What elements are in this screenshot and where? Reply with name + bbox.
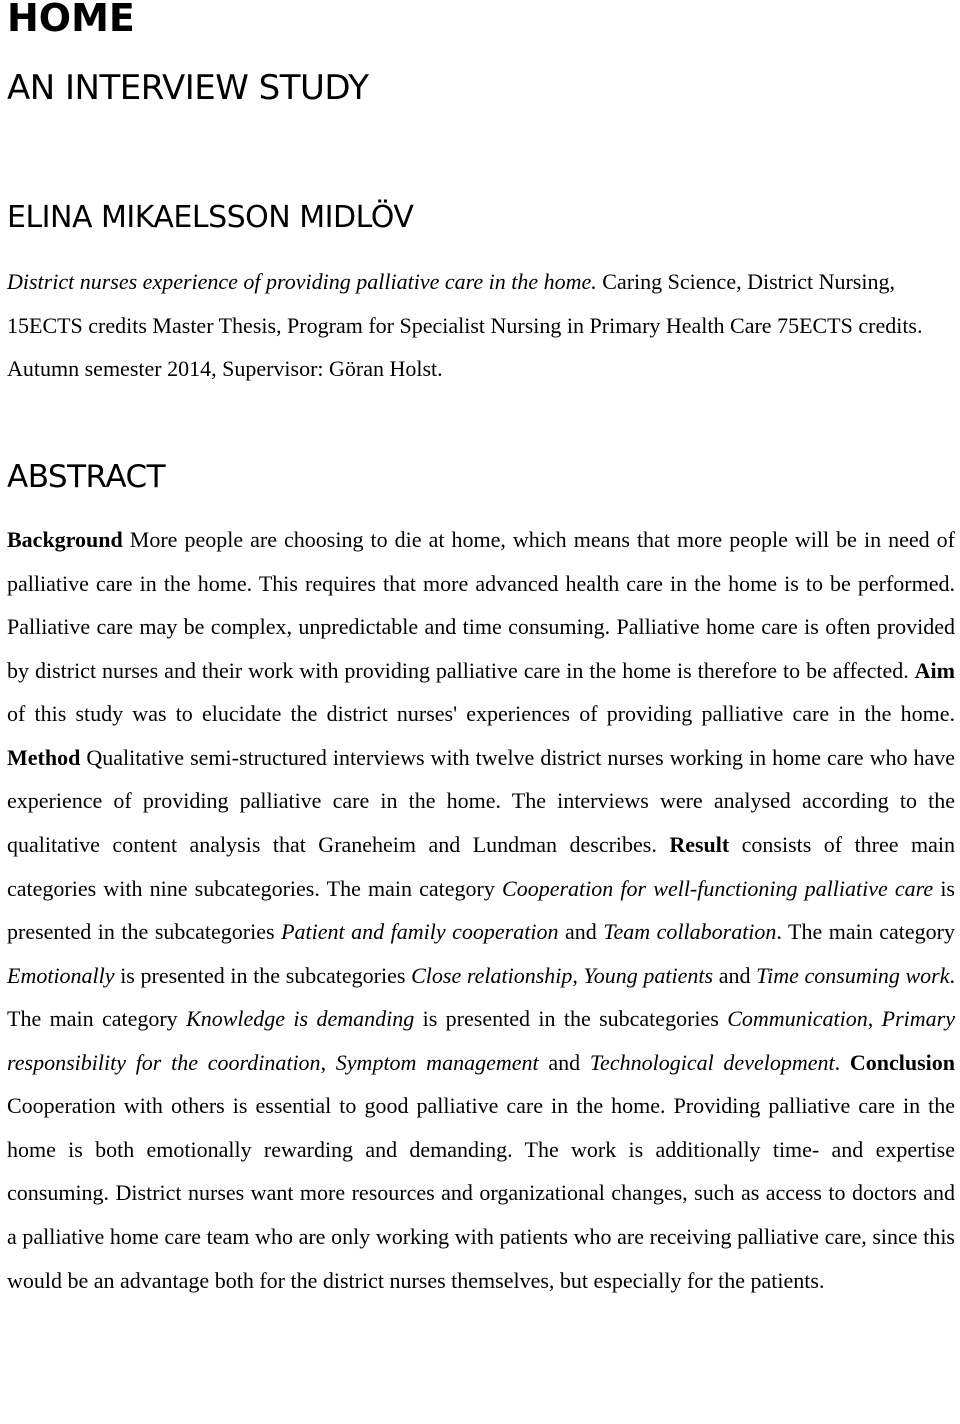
connector-text: and bbox=[713, 962, 757, 988]
author-name: ELINA MIKAELSSON MIDLÖV bbox=[7, 200, 414, 235]
result-text: consists of three main categories with nine subcategories. The main category bbox=[7, 831, 955, 901]
subcategory-team: Team collaboration bbox=[603, 919, 777, 945]
method-label: Method bbox=[7, 744, 81, 770]
result-text: . The main category bbox=[776, 919, 956, 945]
subcategory-communication: Communication bbox=[727, 1006, 868, 1032]
thesis-info bbox=[7, 260, 955, 391]
connector-text: , bbox=[572, 962, 584, 988]
subcategory-young-patients: Young patients bbox=[583, 962, 714, 988]
connector-text: and bbox=[558, 919, 604, 945]
background-text: More people are choosing to die at home, which means that more people will be in need of palliative care in the home. This requires that more advanced health care in the home is to be performed. Palliative care may be complex, unpredictable and time consuming. Palliative home care is often provided by district nurses and their work with providing palliative care in the home is therefore to be affected. bbox=[7, 527, 955, 683]
connector-text: . bbox=[834, 1049, 850, 1075]
aim-text: of this study was to elucidate the district nurses' experiences of providing palliative care in the home. bbox=[7, 701, 955, 727]
document-subtitle: AN INTERVIEW STUDY bbox=[7, 68, 369, 108]
thesis-details: Caring Science, District Nursing, 15ECTS credits Master Thesis, Program for Specialist Nursing in Primary Health Care 75ECTS credits. Autumn semester 2014, Supervisor: Göran Holst. bbox=[7, 269, 923, 381]
background-label: Background bbox=[7, 527, 123, 552]
result-text: . The main category bbox=[7, 962, 955, 1032]
thesis-title: District nurses experience of providing palliative care in the home. bbox=[7, 269, 597, 294]
connector-text: , bbox=[867, 1006, 882, 1032]
category-emotionally: Emotionally bbox=[7, 962, 115, 988]
connector-text: , bbox=[320, 1049, 336, 1075]
subcategory-time-consuming: Time consuming work bbox=[756, 962, 950, 988]
result-text: is presented in the subcategories bbox=[414, 1006, 728, 1032]
method-text: Qualitative semi-structured interviews with twelve district nurses working in home care who have experience of providing palliative care in the home. The interviews were analysed according to the qualitative content analysis that Graneheim and Lundman describes. bbox=[7, 744, 955, 857]
subcategory-close-relationship: Close relationship bbox=[411, 962, 573, 988]
subcategory-patient-family: Patient and family cooperation bbox=[281, 919, 559, 945]
subcategory-symptom-management: Symptom management bbox=[335, 1049, 539, 1075]
category-cooperation: Cooperation for well-functioning palliative care bbox=[502, 875, 934, 901]
connector-text: and bbox=[538, 1049, 590, 1075]
result-label: Result bbox=[669, 831, 730, 857]
aim-label: Aim bbox=[914, 657, 955, 683]
result-text: is presented in the subcategories bbox=[7, 875, 955, 945]
conclusion-label: Conclusion bbox=[849, 1049, 955, 1075]
result-text: is presented in the subcategories bbox=[114, 962, 412, 988]
subcategory-primary-responsibility: Primary responsibility for the coordination bbox=[7, 1006, 955, 1075]
conclusion-text: Cooperation with others is essential to good palliative care in the home. Providing palliative care in the home is both emotionally rewarding and demanding. The work is additionally time- and expertise consuming. District nurses want more resources and organizational changes, such as access to doctors and a palliative home care team who are only working with patients who are receiving palliative care, since this would be an advantage both for the district nurses themselves, but especially for the patients. bbox=[7, 1093, 955, 1293]
abstract-body bbox=[7, 518, 955, 1302]
abstract-heading: ABSTRACT bbox=[7, 459, 166, 495]
subcategory-technological-development: Technological development bbox=[589, 1049, 835, 1075]
category-knowledge: Knowledge is demanding bbox=[186, 1006, 415, 1032]
document-title: HOME bbox=[7, 0, 135, 40]
